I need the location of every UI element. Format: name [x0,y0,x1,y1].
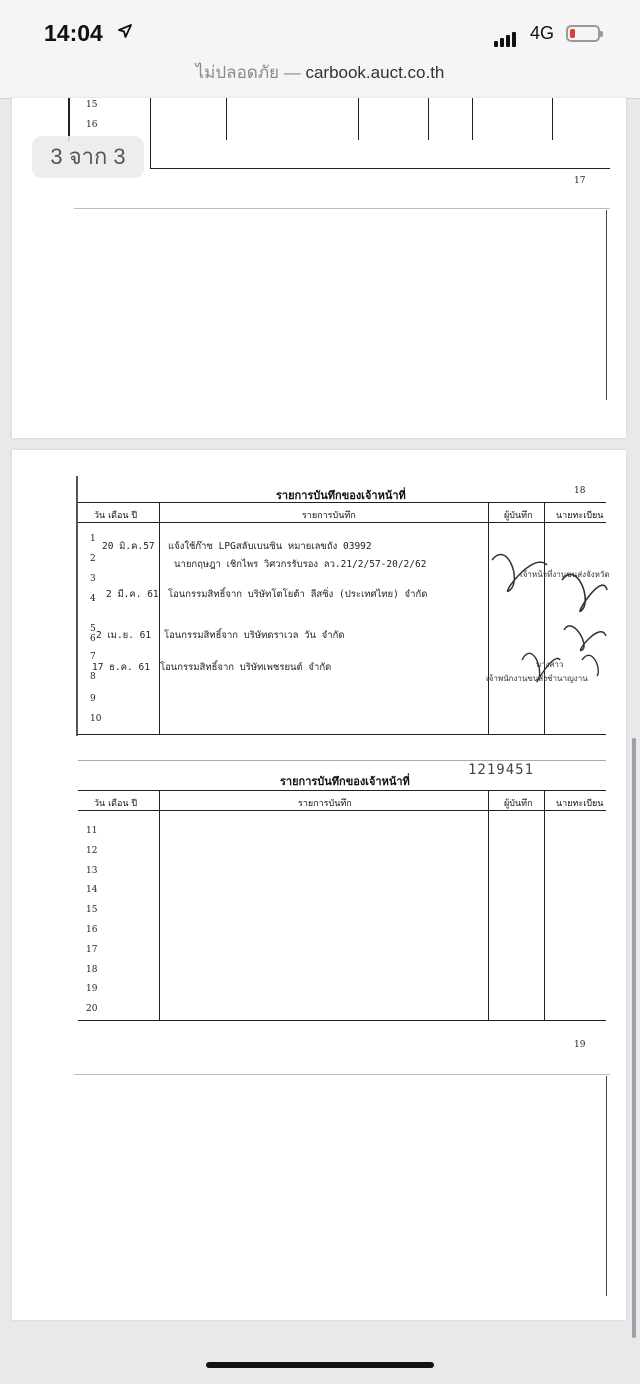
stamp-text: บางสาว [536,660,564,669]
entry-date: 20 มิ.ค.57 [102,541,155,552]
page-number-top: 18 [574,486,586,496]
document-page-current [12,450,626,1320]
row-number: 12 [86,846,98,856]
row-number: 11 [86,826,98,836]
row-number: 6 [90,634,96,644]
row-number: 18 [86,965,98,975]
row-number: 10 [90,714,102,724]
header-date: วัน เดือน ปี [94,511,138,521]
header-record: รายการบันทึก [302,511,356,521]
page-number: 17 [574,176,586,186]
row-number: 20 [86,1004,98,1014]
entry-date: 2 เม.ย. 61 [96,630,152,641]
page-indicator: 3 จาก 3 [32,136,144,178]
row-number: 15 [86,905,98,915]
row-number: 5 [90,624,96,634]
row-number: 7 [90,652,96,662]
row-number: 16 [86,120,98,130]
row-number: 16 [86,925,98,935]
entry-date: 17 ธ.ค. 61 [92,662,150,673]
serial-number: 1219451 [468,762,535,778]
stamp-text: เจ้าหน้าที่งานขนส่งจังหวัด [520,570,610,579]
row-number: 13 [86,866,98,876]
home-indicator[interactable] [206,1362,434,1368]
header-date: วัน เดือน ปี [94,799,138,809]
row-number: 3 [90,574,96,584]
row-number: 17 [86,945,98,955]
row-number: 2 [90,554,96,564]
stamp-text: เจ้าพนักงานขนส่งชำนาญงาน [486,674,588,683]
battery-icon [566,25,600,42]
row-number: 15 [86,100,98,110]
row-number: 8 [90,672,96,682]
row-number: 19 [86,984,98,994]
entry-text: โอนกรรมสิทธิ์จาก บริษัทดราเวล วัน จำกัด [164,630,345,641]
row-number: 9 [90,694,96,704]
row-number: 1 [90,534,96,544]
url-separator: — [279,63,306,82]
row-number: 14 [86,885,98,895]
entry-text: นายกฤษฎา เชิกไพร วิศวกรรับรอง ลว.21/2/57-20/2/62 [174,559,427,570]
url-domain: carbook.auct.co.th [305,63,445,82]
location-arrow-icon [118,24,132,38]
header-recorder: ผู้บันทึก [504,799,533,809]
signature-stamp [452,520,612,690]
header-recorder: ผู้บันทึก [504,511,533,521]
entry-text: โอนกรรมสิทธิ์จาก บริษัทโตโยต้า ลีสซิ่ง (ประเทศไทย) จำกัด [168,589,428,600]
header-registrar: นายทะเบียน [556,511,604,521]
entry-date: 2 มี.ค. 61 [106,589,159,600]
entry-text: แจ้งใช้ก๊าซ LPGสลับเบนซิน หมายเลขถัง 03992 [168,541,372,552]
row-number: 4 [90,594,96,604]
header-record: รายการบันทึก [298,799,352,809]
table2-title: รายการบันทึกของเจ้าหน้าที่ [280,775,410,788]
url-bar[interactable] [0,58,640,99]
scrollbar[interactable] [632,738,636,1338]
entry-text: โอนกรรมสิทธิ์จาก บริษัทเพชรยนต์ จำกัด [160,662,332,673]
insecure-label: ไม่ปลอดภัย [195,63,279,82]
status-time: 14:04 [44,20,103,46]
table1-title: รายการบันทึกของเจ้าหน้าที่ [276,489,406,502]
page-number-bottom: 19 [574,1040,586,1050]
status-bar [0,0,640,60]
cellular-signal-icon [494,28,518,47]
header-registrar: นายทะเบียน [556,799,604,809]
network-type: 4G [530,23,555,43]
